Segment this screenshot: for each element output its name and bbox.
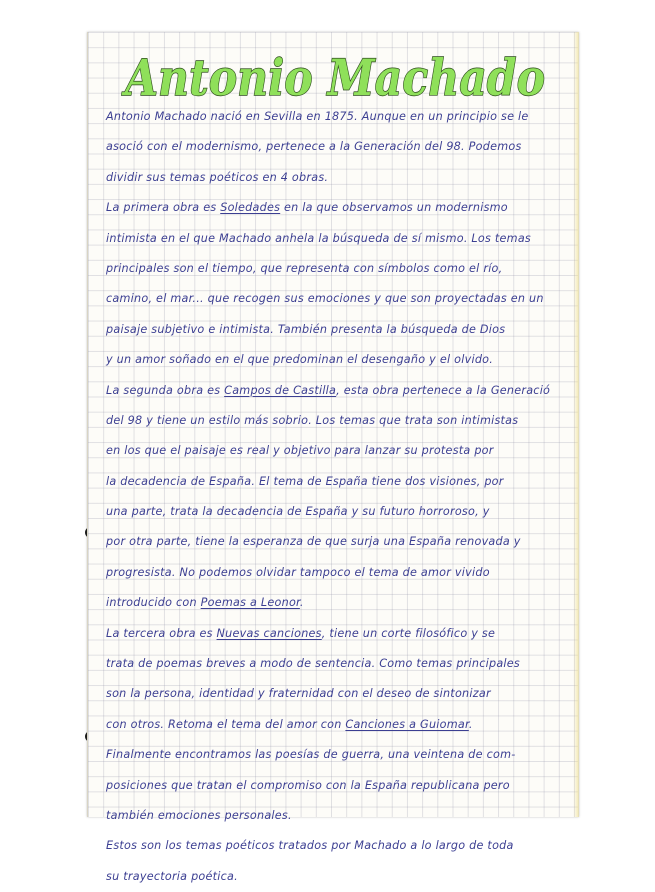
text-line: [106, 527, 568, 557]
text-segment: Estos son los temas poéticos tratados por Machado a lo largo de toda: [106, 839, 514, 853]
notes-body: [106, 102, 568, 892]
underlined-work-title: Campos de Castilla: [224, 383, 337, 397]
text-segment: y un amor soñado en el que predominan el desengaño y el olvido.: [106, 353, 494, 367]
text-line: [106, 831, 568, 861]
text-line: [106, 315, 568, 345]
text-segment: del 98 y tiene un estilo más sobrio. Los temas que trata son intimistas: [106, 413, 519, 427]
text-segment: en los que el paisaje es real y objetivo para lanzar su protesta por: [106, 444, 494, 458]
text-line: [106, 740, 568, 770]
text-segment: la decadencia de España. El tema de España tiene dos visiones, por: [106, 474, 504, 488]
underlined-work-title: Poemas a Leonor: [200, 596, 300, 610]
text-line: [106, 376, 568, 406]
text-line: [106, 163, 568, 193]
text-segment: una parte, trata la decadencia de España y su futuro horroroso, y: [106, 505, 490, 519]
text-segment: Finalmente encontramos las poesías de guerra, una veintena de com-: [106, 748, 516, 762]
text-line: [106, 588, 568, 618]
text-segment: progresista. No podemos olvidar tampoco el tema de amor vivido: [106, 565, 490, 579]
notebook-page: [87, 32, 579, 883]
text-segment: son la persona, identidad y fraternidad con el deseo de sintonizar: [106, 687, 491, 701]
text-line: [106, 224, 568, 254]
text-segment: paisaje subjetivo e intimista. También presenta la búsqueda de Dios: [106, 322, 506, 336]
text-line: [106, 497, 568, 527]
underlined-work-title: Canciones a Guiomar: [345, 717, 469, 731]
text-line: [106, 467, 568, 497]
underlined-work-title: Nuevas canciones: [216, 626, 322, 640]
text-segment: camino, el mar... que recogen sus emociones y que son proyectadas en un: [106, 292, 544, 306]
text-line: [106, 771, 568, 801]
text-segment: dividir sus temas poéticos en 4 obras.: [106, 170, 329, 184]
text-line: [106, 406, 568, 436]
text-line: [106, 649, 568, 679]
text-segment: con otros. Retoma el tema del amor con: [106, 717, 346, 731]
text-segment: en la que observamos un modernismo: [280, 201, 508, 215]
text-segment: por otra parte, tiene la esperanza de que surja una España renovada y: [106, 535, 521, 549]
text-line: [106, 558, 568, 588]
text-segment: La tercera obra es: [106, 626, 217, 640]
text-segment: introducido con: [106, 596, 201, 610]
text-line: [106, 862, 568, 892]
text-line: [106, 193, 568, 223]
text-segment: trata de poemas breves a modo de sentencia. Como temas principales: [106, 657, 521, 671]
text-line: [106, 254, 568, 284]
text-segment: , tiene un corte filosófico y se: [321, 626, 496, 640]
page-title: Antonio Machado: [121, 48, 545, 107]
text-segment: La segunda obra es: [106, 383, 225, 397]
text-segment: también emociones personales.: [106, 808, 292, 822]
text-segment: posiciones que tratan el compromiso con la España republicana pero: [106, 778, 510, 792]
text-line: [106, 619, 568, 649]
text-line: [106, 132, 568, 162]
text-line: [106, 345, 568, 375]
text-segment: intimista en el que Machado anhela la búsqueda de sí mismo. Los temas: [106, 231, 531, 245]
title-banner: [119, 48, 551, 108]
text-segment: su trayectoria poética.: [106, 869, 238, 883]
text-segment: , esta obra pertenece a la Generació: [336, 383, 551, 397]
text-line: [106, 436, 568, 466]
text-segment: Antonio Machado nació en Sevilla en 1875. Aunque en un principio se le: [106, 110, 529, 123]
text-line: [106, 284, 568, 314]
text-segment: .: [468, 717, 473, 731]
text-segment: principales son el tiempo, que representa con símbolos como el río,: [106, 261, 503, 275]
text-line: [106, 679, 568, 709]
text-segment: .: [299, 596, 304, 610]
text-line: [106, 801, 568, 831]
text-line: [106, 102, 568, 132]
page-edge: [573, 32, 578, 817]
text-segment: La primera obra es: [106, 201, 221, 215]
title-svg: [119, 48, 551, 108]
text-segment: asoció con el modernismo, pertenece a la Generación del 98. Podemos: [106, 140, 522, 154]
text-line: [106, 710, 568, 740]
underlined-work-title: Soledades: [220, 201, 281, 215]
